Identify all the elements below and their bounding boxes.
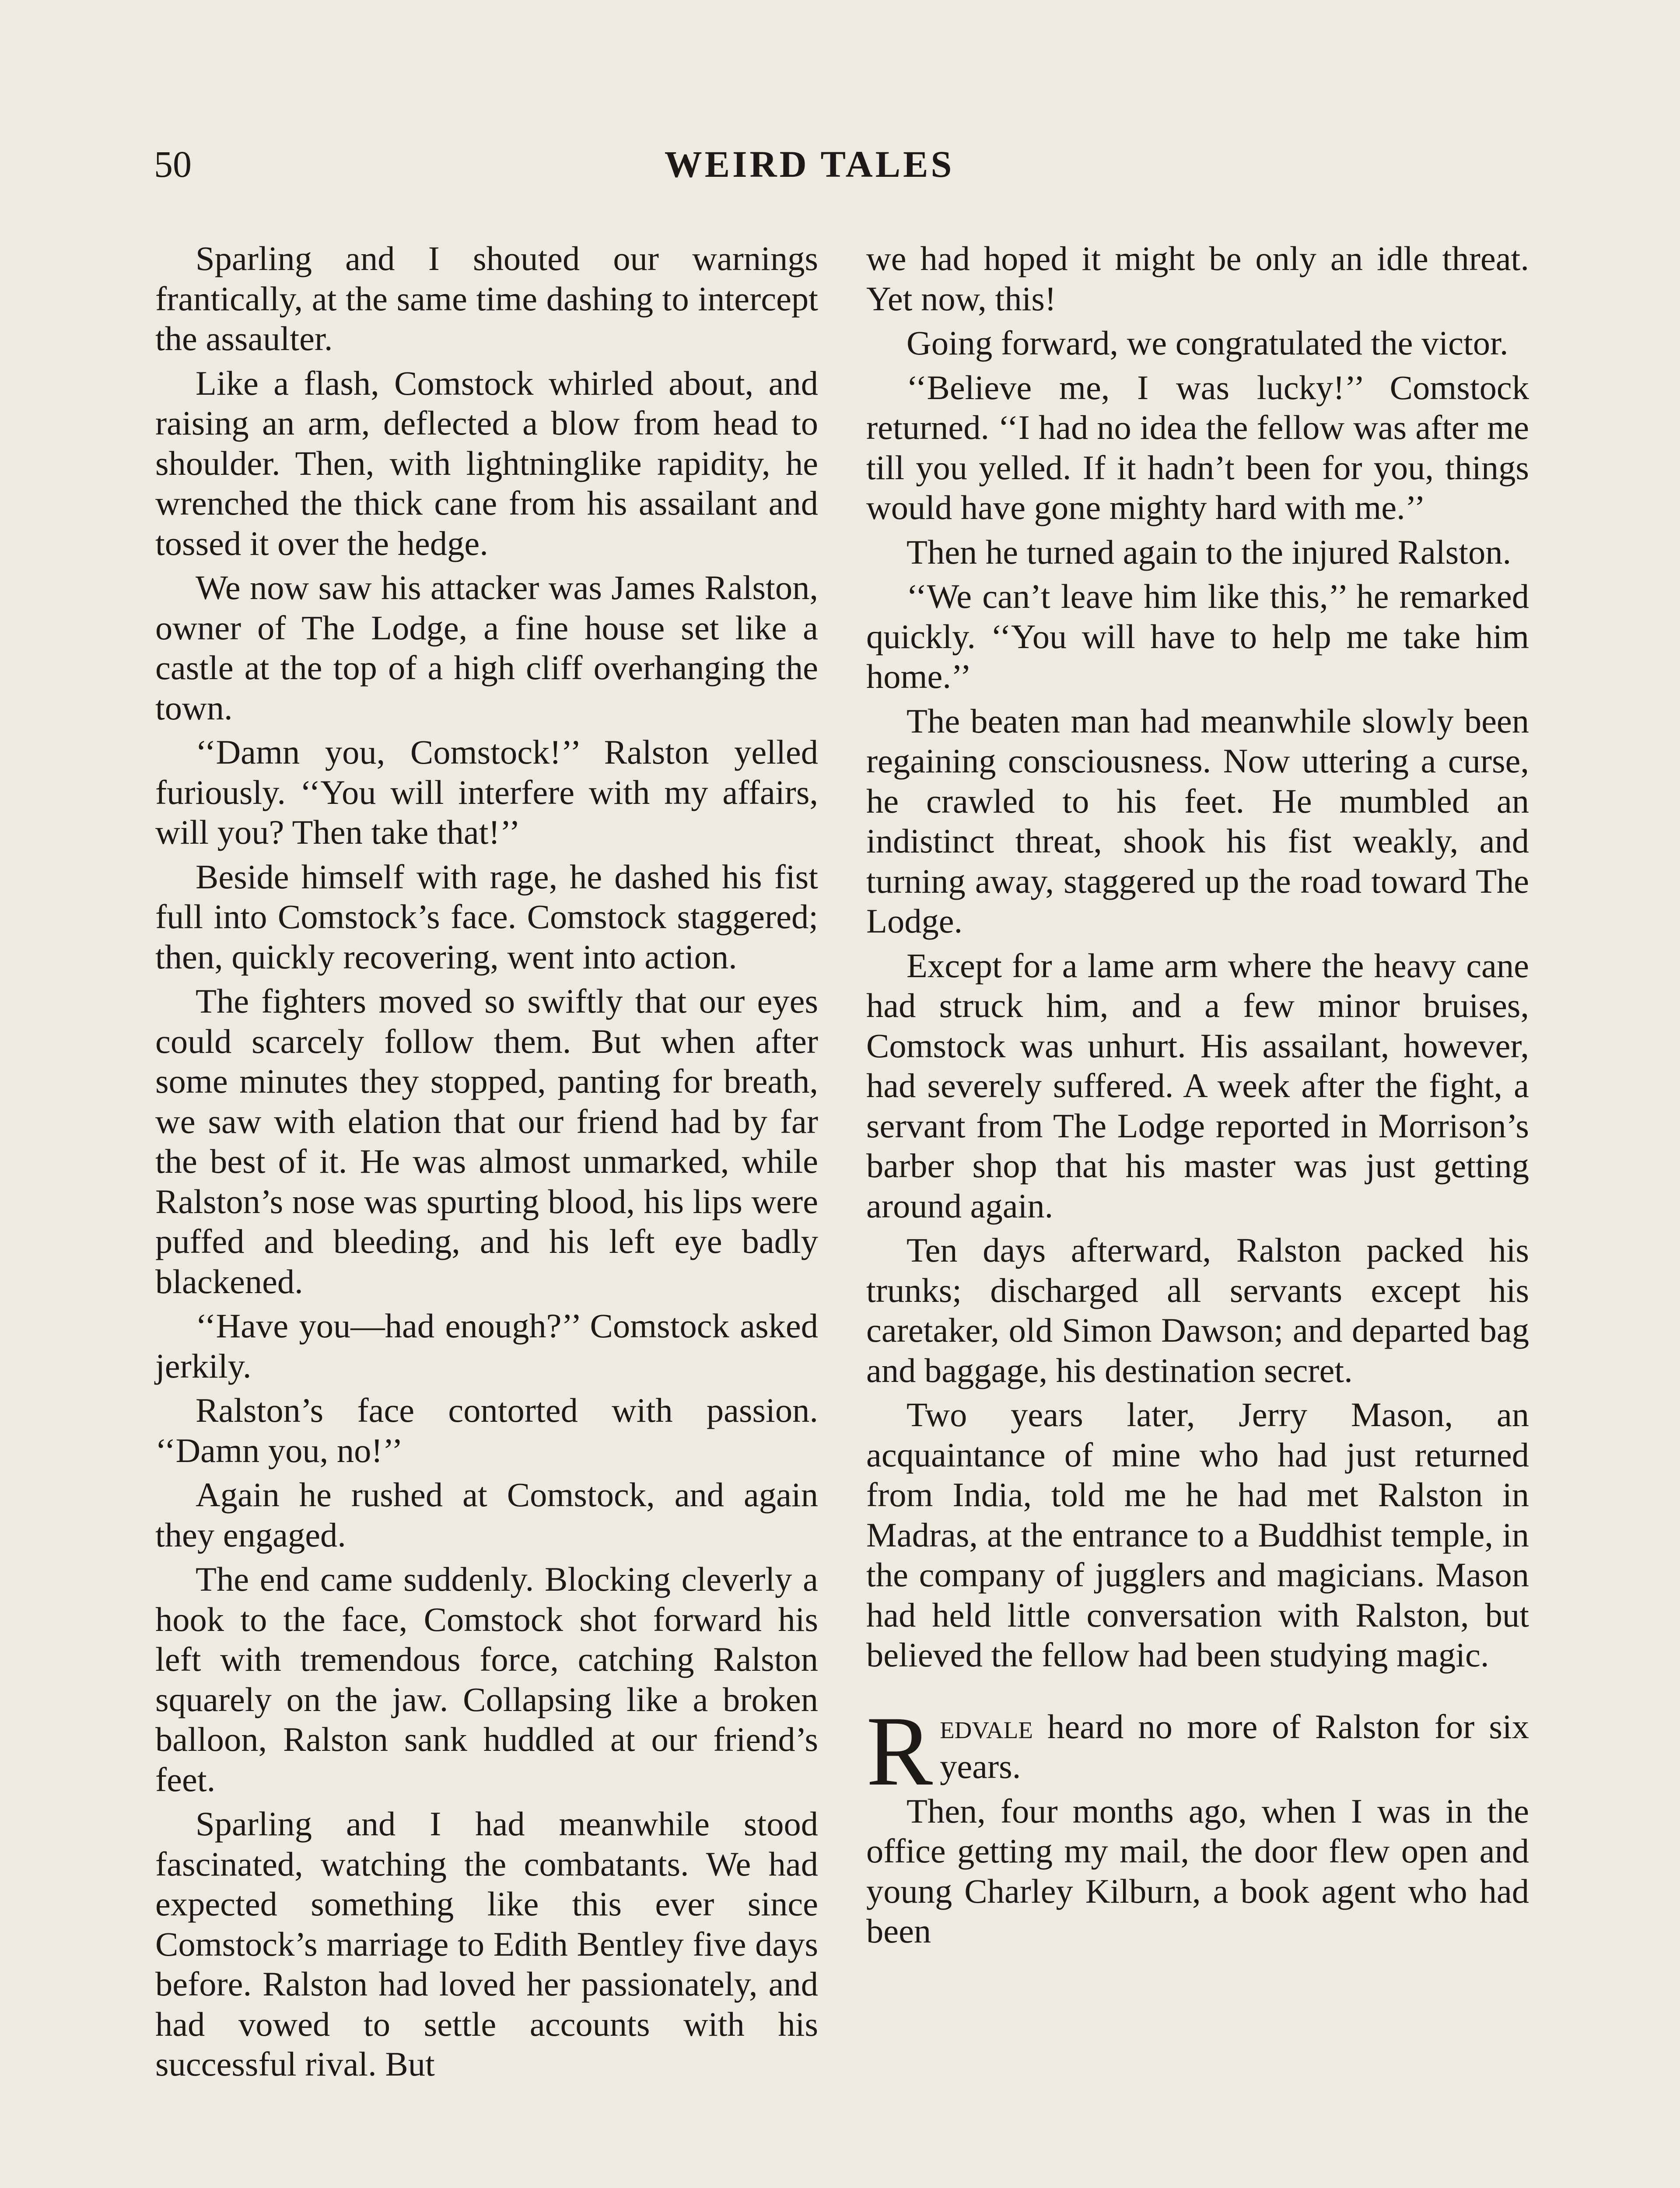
page-number: 50: [154, 143, 192, 185]
section-text: heard no more of Ralston for six years.: [940, 1707, 1529, 1785]
paragraph: Two years later, Jerry Mason, an acquaintance of mine who had just returned from India, told me he had met Ralston in Madras, at the entrance to a Buddhist temple, in the company of jugglers and magicians. Mason had held little conversation with Ralston, but believed the fellow had been studying magic.: [866, 1396, 1529, 1674]
small-caps-lead: edvale: [940, 1707, 1033, 1746]
paragraph: The fighters moved so swiftly that our eyes could scarcely follow them. But when after some minutes they stopped, panting for breath, we saw with elation that our friend had by far the best of it. He was almost unmarked, while Ralston’s nose was spurting blood, his lips were puffed and bleeding, and his left eye badly blackened.: [155, 982, 818, 1301]
paragraph: The beaten man had meanwhile slowly been regaining consciousness. Now uttering a curse, he crawled to his feet. He mumbled an indistinct threat, shook his fist weakly, and turning away, staggered up the road toward The Lodge.: [866, 701, 1529, 940]
continued-paragraph: we had hoped it might be only an idle threat. Yet now, this!: [866, 239, 1529, 318]
paragraph: Sparling and I shouted our warnings frantically, at the same time dashing to intercept the assaulter.: [155, 239, 818, 358]
paragraph: Again he rushed at Comstock, and again they engaged.: [155, 1476, 818, 1554]
paragraph: Then he turned again to the injured Ralston.: [906, 533, 1512, 571]
paragraph: Then, four months ago, when I was in the office getting my mail, the door flew open and young Charley Kilburn, a book agent who had been: [866, 1792, 1529, 1950]
paragraph: ‘‘Damn you, Comstock!’’ Ralston yelled furiously. ‘‘You will interfere with my affairs, will you? Then take that!’’: [155, 733, 818, 851]
right-column: [866, 238, 1529, 1951]
paragraph: Ten days afterward, Ralston packed his trunks; discharged all servants except his caretaker, old Simon Dawson; and departed bag and baggage, his destination secret.: [866, 1231, 1529, 1389]
paragraph: Going forward, we congratulated the victor.: [906, 324, 1508, 362]
running-head: WEIRD TALES: [664, 143, 955, 185]
drop-cap: R: [866, 1696, 933, 1806]
paragraph: ‘‘Have you—had enough?’’ Comstock asked jerkily.: [155, 1307, 818, 1385]
paragraph: We now saw his attacker was James Ralston, owner of The Lodge, a fine house set like a castle at the top of a high cliff overhanging the town.: [155, 568, 818, 727]
paragraph: Ralston’s face contorted with passion. ‘‘Damn you, no!’’: [155, 1391, 818, 1469]
left-column: [155, 238, 818, 2084]
paragraph: Except for a lame arm where the heavy cane had struck him, and a few minor bruises, Comstock was unhurt. His assailant, however, had severely suffered. A week after the fight, a servant from The Lodge reported in Morrison’s barber shop that his master was just getting around again.: [866, 946, 1529, 1225]
section-opening-paragraph: [866, 1696, 1529, 1806]
paragraph: ‘‘We can’t leave him like this,’’ he remarked quickly. ‘‘You will have to help me take him home.’’: [866, 577, 1529, 695]
paragraph: The end came suddenly. Blocking cleverly a hook to the face, Comstock shot forward his left with tremendous force, catching Ralston squarely on the jaw. Collapsing like a broken balloon, Ralston sank huddled at our friend’s feet.: [155, 1560, 818, 1799]
paragraph: Sparling and I had meanwhile stood fascinated, watching the combatants. We had expected something like this ever since Comstock’s marriage to Edith Bentley five days before. Ralston had loved her passionately, and had vowed to settle accounts with his successful rival. But: [155, 1805, 818, 2083]
paragraph: Like a flash, Comstock whirled about, and raising an arm, deflected a blow from head to shoulder. Then, with lightninglike rapidity, he wrenched the thick cane from his assailant and tossed it over the hedge.: [155, 364, 818, 562]
paragraph: Beside himself with rage, he dashed his fist full into Comstock’s face. Comstock staggered; then, quickly recovering, went into action.: [155, 857, 818, 976]
paragraph: ‘‘Believe me, I was lucky!’’ Comstock returned. ‘‘I had no idea the fellow was after me till you yelled. If it hadn’t been for you, things would have gone mighty hard with me.’’: [866, 368, 1529, 526]
